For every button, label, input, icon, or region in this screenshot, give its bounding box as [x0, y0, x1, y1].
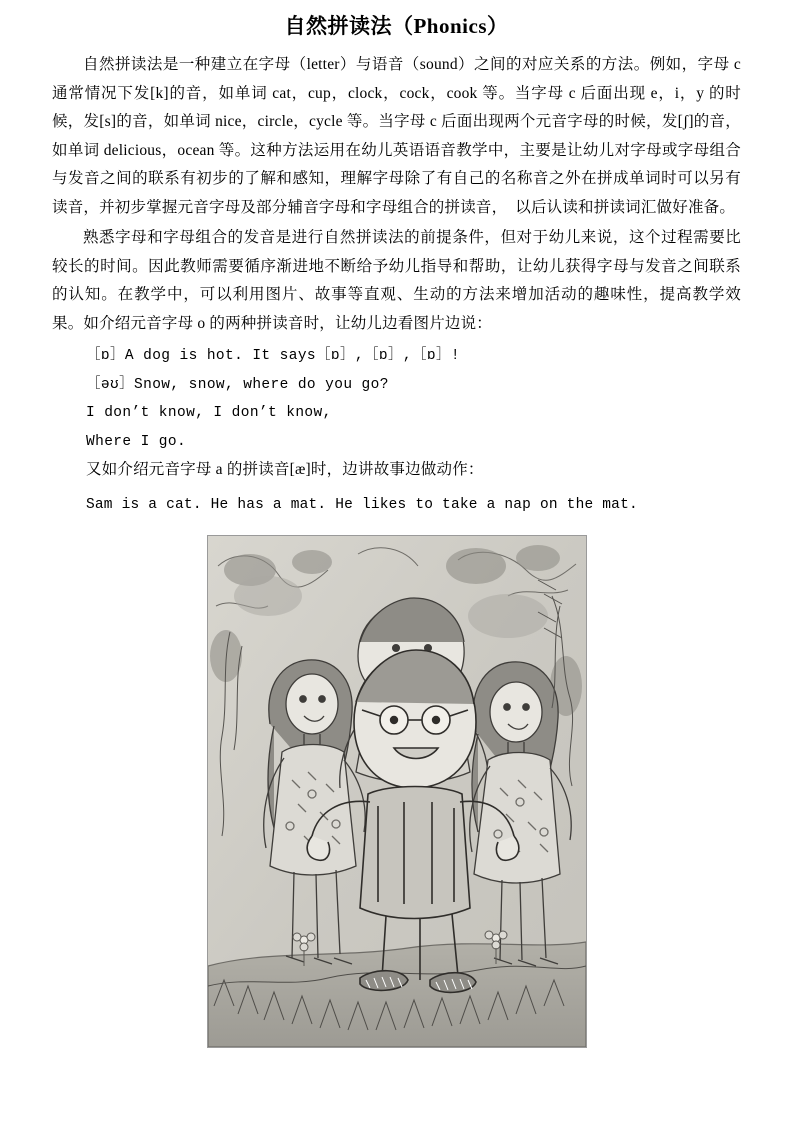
page-title: 自然拼读法（Phonics） [284, 14, 509, 38]
child-drawing-figure [207, 535, 587, 1048]
story-line: Sam is a cat. He has a mat. He likes to take a nap on the mat. [86, 496, 638, 513]
verse-line-4: Where I go. [86, 433, 187, 450]
transition-line: 又如介绍元音字母 a 的拼读音[æ]时，边讲故事边做动作： [86, 461, 484, 479]
verse-line-3: I don’t know, I don’t know, [86, 405, 332, 422]
paragraph-1: 自然拼读法是一种建立在字母（letter）与语音（sound）之间的对应关系的方法。例如，字母 c 通常情况下发[k]的音，如单词 cat，cup，clock，cock，cook 等。当字母 c 后面出现 e，i，y 的时候，发[s]的音，如单词 nice，circle，cycle 等。当字母 c 后面出现两个元音字母的时候，发[ʃ]的音，如单词 delicious，ocean 等。这种方法运用在幼儿英语语音教学中，主要是让幼儿对字母或字母组合与发音之间的联系有初步的了解和感知，理解字母除了有自己的名称音之外在拼成单词时可以另有读音，并初步掌握元音字母及部分辅音字母和字母组合的拼读音， 以后认读和拼读词汇做好准备。 [52, 56, 741, 216]
verse-line-1: ［ɒ］A dog is hot. It says［ɒ］,［ɒ］,［ɒ］! [86, 348, 461, 365]
child-drawing-icon [208, 536, 586, 1047]
paragraph-2: 熟悉字母和字母组合的发音是进行自然拼读法的前提条件，但对于幼儿来说，这个过程需要比较长的时间。因此教师需要循序渐进地不断给予幼儿指导和帮助，让幼儿获得字母与发音之间联系的认知。在教学中，可以利用图片、故事等直观、生动的方法来增加活动的趣味性，提高教学效果。如介绍元音字母 o 的两种拼读音时，让幼儿边看图片边说： [52, 229, 741, 332]
verse-line-2: ［əʊ］Snow, snow, where do you go? [86, 376, 389, 393]
verse-block [52, 342, 741, 456]
